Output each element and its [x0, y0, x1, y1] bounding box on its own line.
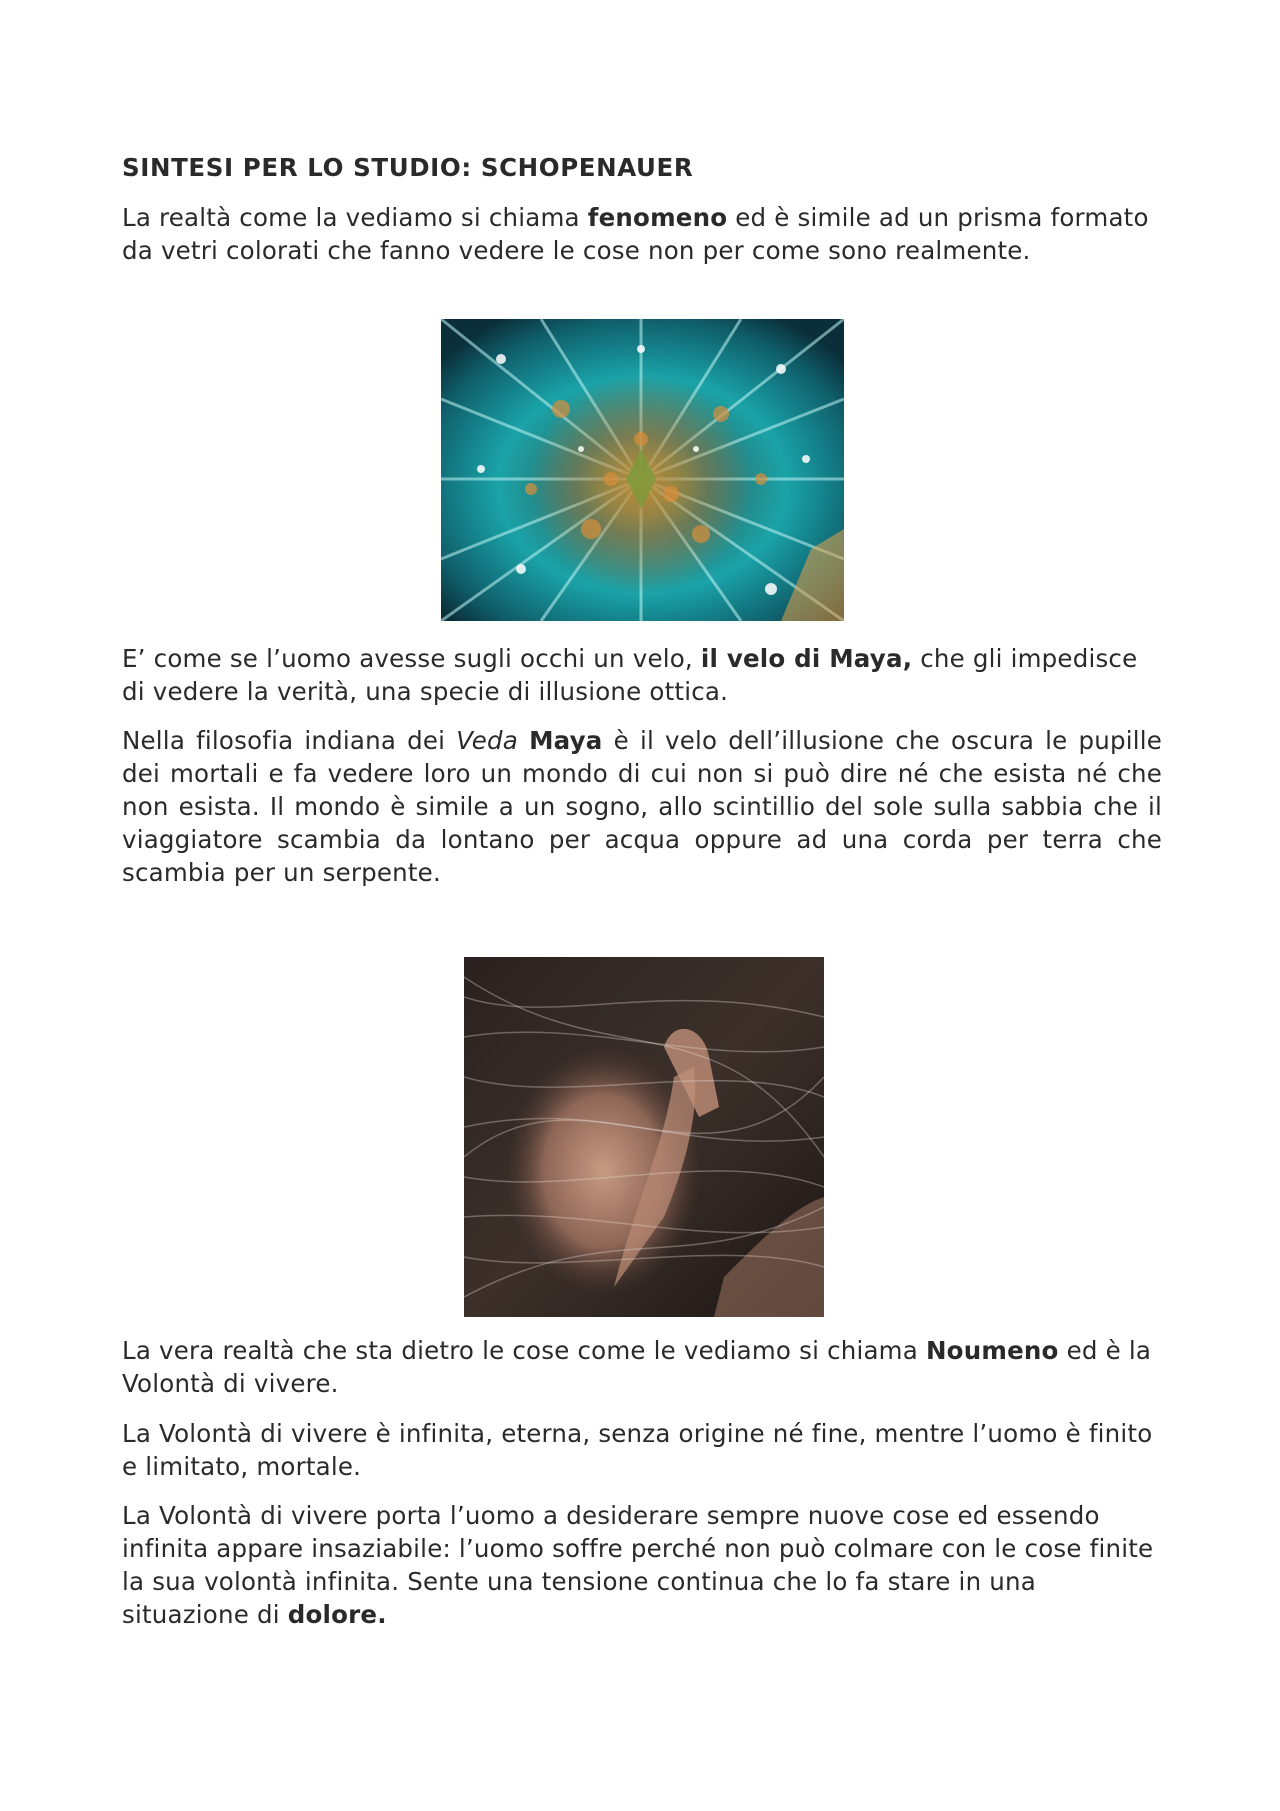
- kaleidoscope-image: [441, 319, 844, 621]
- bold-term-dolore: dolore.: [287, 1600, 387, 1629]
- text: La Volontà di vivere porta l’uomo a desiderare sempre nuove cose ed essendo infinita appare insaziabile: l’uomo soffre perché non può colmare con le cose finite la sua volontà infinita. Sente una tensione continua che lo fa stare in una situazione di: [122, 1501, 1154, 1629]
- italic-term-veda: Veda: [456, 726, 518, 755]
- text: che gli impedisce di vedere la verità, una specie di illusione ottica.: [122, 644, 1138, 706]
- paragraph-dolore: [122, 1499, 1162, 1631]
- text: E’ come se l’uomo avesse sugli occhi un velo,: [122, 644, 701, 673]
- text: La vera realtà che sta dietro le cose come le vediamo si chiama: [122, 1336, 926, 1365]
- paragraph-maya: [122, 724, 1162, 889]
- text: Nella filosofia indiana dei: [122, 726, 457, 755]
- veiled-person-image: [464, 957, 824, 1317]
- text: La realtà come la vediamo si chiama: [122, 203, 588, 232]
- bold-term-velo-di-maya: il velo di Maya,: [700, 644, 913, 673]
- bold-term-noumeno: Noumeno: [925, 1336, 1059, 1365]
- text: è il velo dell’illusione che oscura le pupille dei mortali e fa vedere loro un mondo di cui non si può dire né che esista né che non esista. Il mondo è simile a un sogno, allo scintillio del sole sulla sabbia che il viaggiatore scambia da lontano per acqua oppure ad una corda per terra che scambia per un serpente.: [122, 726, 1162, 887]
- paragraph-volonta-infinita: [122, 1417, 1162, 1483]
- text: ed è simile ad un prisma formato da vetri colorati che fanno vedere le cose non per come sono realmente.: [122, 203, 1149, 265]
- bold-term-fenomeno: fenomeno: [587, 203, 728, 232]
- paragraph-noumeno: [122, 1334, 1162, 1400]
- paragraph-velo: [122, 642, 1162, 708]
- title-block: [122, 152, 1162, 184]
- page-title: SINTESI PER LO STUDIO: SCHOPENAUER: [122, 153, 694, 182]
- bold-term-maya: Maya: [529, 726, 603, 755]
- text: ed è la Volontà di vivere.: [122, 1336, 1152, 1398]
- paragraph-fenomeno: [122, 201, 1162, 267]
- text: La Volontà di vivere è infinita, eterna, senza origine né fine, mentre l’uomo è finito e limitato, mortale.: [122, 1419, 1153, 1481]
